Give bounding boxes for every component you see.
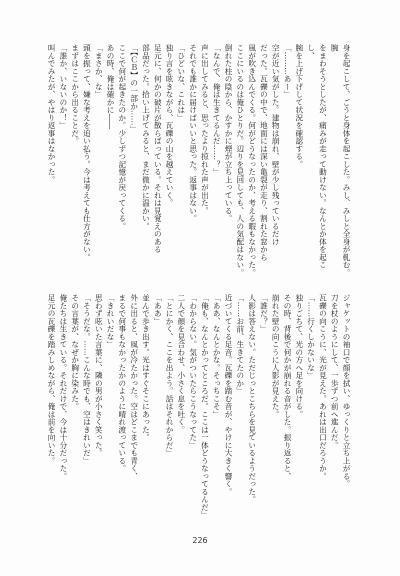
page-number: 226 bbox=[192, 536, 208, 545]
text-line: 足元の瓦礫を踏みしめながら、俺は前を向いた。 bbox=[47, 294, 57, 465]
text-line: をまわそうとしたが、痛みが走って動けない。なんとか体を起こし、 bbox=[306, 44, 328, 269]
text-line: だった。瓦礫の中で、地面には深い亀裂が走り、割れた窓から bbox=[259, 44, 269, 261]
text-line: まずはここから出ることだ。 bbox=[70, 44, 80, 145]
text-line: 叫んでみたが、やはり返事はなかった。 bbox=[47, 44, 57, 184]
text-line: 空が近い気がした。建物は崩れ、壁が少し残っているだけ bbox=[271, 44, 281, 246]
text-line: 人影は答えない。ただじっとこちらを見ているようだった。 bbox=[247, 294, 257, 504]
text-line: 頭を振って、嫌な考えを追い払う。今は考えても仕方がない。 bbox=[82, 44, 92, 261]
text-line: 部品だった。拾い上げてみると、まだ微かに温かい。 bbox=[141, 44, 151, 230]
text-line: 「わからない。気がついたらこうなってた」 bbox=[188, 294, 198, 449]
text-line: 風が吹き込んでくる。何がどうなったのか、考える暇もなかった。 bbox=[247, 44, 257, 277]
text-line: あの時、俺は確かに―― bbox=[106, 44, 116, 130]
text-line: 「……行くしかないな」 bbox=[306, 294, 316, 380]
text-line: 瓦礫の向こうに、光が見えた。あれは出口だろうか。 bbox=[318, 294, 328, 480]
text-line: 「誰だ？」 bbox=[259, 294, 269, 333]
text-line: まるで何事もなかったかのように晴れ渡っている。 bbox=[117, 294, 127, 473]
text-line: 思わず呟いた言葉に、隣の男が小さく笑った。 bbox=[94, 294, 104, 457]
text-line: 「………あー」 bbox=[283, 44, 293, 99]
text-line: それでも誰かに届けばいいと思った。返事はない。 bbox=[188, 44, 198, 223]
text-line: 「なんで、俺は生きてるんだ……？」 bbox=[212, 44, 222, 176]
text-line: 「ひどいな、これは」 bbox=[176, 44, 186, 122]
text-line: 崩れた壁の向こうに人影が見えた。 bbox=[271, 294, 281, 418]
text-line: 倒れた柱の陰から、かすかに煙が立ち上っている。 bbox=[224, 44, 234, 223]
text-line: 「とにかく、ここを出よう。話はそれからだ」 bbox=[165, 294, 175, 457]
text-line: 足元に、何かの破片が散らばっている。それは見覚えのある bbox=[153, 44, 163, 254]
text-line: 「誰か、いないのか！」 bbox=[58, 44, 68, 130]
text-line: 近づいてくる足音。瓦礫を踏む音が、やけに大きく響く。 bbox=[224, 294, 234, 496]
text-line: 「俺も、なんとかってところだ。ここは一体どうなってるんだ」 bbox=[200, 294, 210, 519]
text-line: ここにいるのは俺ひとりだ。辺りを見回しても、人の気配はない。 bbox=[235, 44, 245, 277]
text-line: 「【ＣＢ】の一部か……」 bbox=[129, 44, 139, 134]
text-column-top bbox=[47, 44, 352, 278]
text-line: 腕を上げ下げして状況を確認する。 bbox=[294, 44, 304, 168]
text-line: その言葉が、なぜか胸に染みた。 bbox=[70, 294, 80, 411]
text-line: 身を起こして、ごうと身体を起こした。みし、みしと全身が軋む。腕 bbox=[330, 44, 351, 277]
text-line: 独りごちて、光の方へ足を向ける。 bbox=[294, 294, 304, 418]
text-line: ジャケットの袖口で顔を拭い、ゆっくりと立ち上がる。 bbox=[342, 294, 351, 488]
text-line: 並んで歩き出す。光はすぐそこにあった。 bbox=[141, 294, 151, 442]
text-line: その時、背後で何かが崩れる音がした。振り返ると、 bbox=[283, 294, 293, 480]
text-line: ここで何が起きたのか。少しずつ記憶が戻ってくる。 bbox=[117, 44, 127, 230]
text-line: 「……お前、生きてたのか」 bbox=[235, 294, 245, 395]
text-column-bottom bbox=[47, 294, 352, 526]
text-line: 「そうだな。……こんな時でも、空はきれいだ」 bbox=[82, 294, 92, 465]
text-line: 刀を杖のようにして、一歩ずつ前へ進んだ。 bbox=[330, 294, 340, 449]
text-line: 声に出してみると、思ったより掠れた声が出た。 bbox=[200, 44, 210, 215]
text-line: 「きれいだな」 bbox=[106, 294, 116, 349]
text-line: 独り言を呟きながら、瓦礫の山を越えていく。 bbox=[165, 44, 175, 207]
text-line: 俺たちは生きている。それだけで、今は十分だった。 bbox=[58, 294, 68, 480]
text-line: 「まさか、な」 bbox=[94, 44, 104, 99]
text-line: 「ああ」 bbox=[153, 294, 163, 325]
text-line: 「ああ、なんとかな。そっちこそ」 bbox=[212, 294, 222, 418]
text-line: 外に出ると、風が冷たかった。空はどこまでも青く、 bbox=[129, 294, 139, 480]
text-line: 二人で顔を見合わせ、小さく息を吐く。 bbox=[176, 294, 186, 434]
